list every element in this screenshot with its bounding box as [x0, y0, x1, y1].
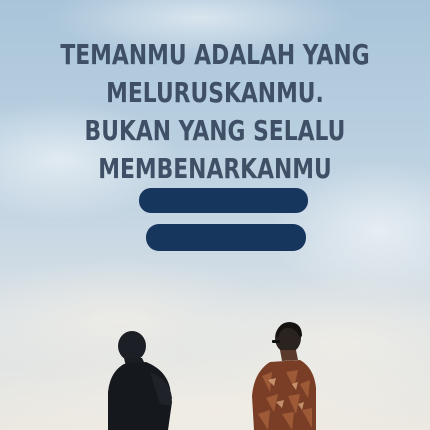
quote-line: TEMANMU ADALAH YANG — [60, 38, 370, 71]
quote-line: BUKAN YANG SELALU — [84, 114, 346, 147]
quote-line: MELURUSKANMU. — [106, 76, 324, 109]
person-left — [108, 331, 172, 430]
person-right — [252, 322, 316, 430]
quote-line: MEMBENARKANMU — [98, 152, 332, 185]
